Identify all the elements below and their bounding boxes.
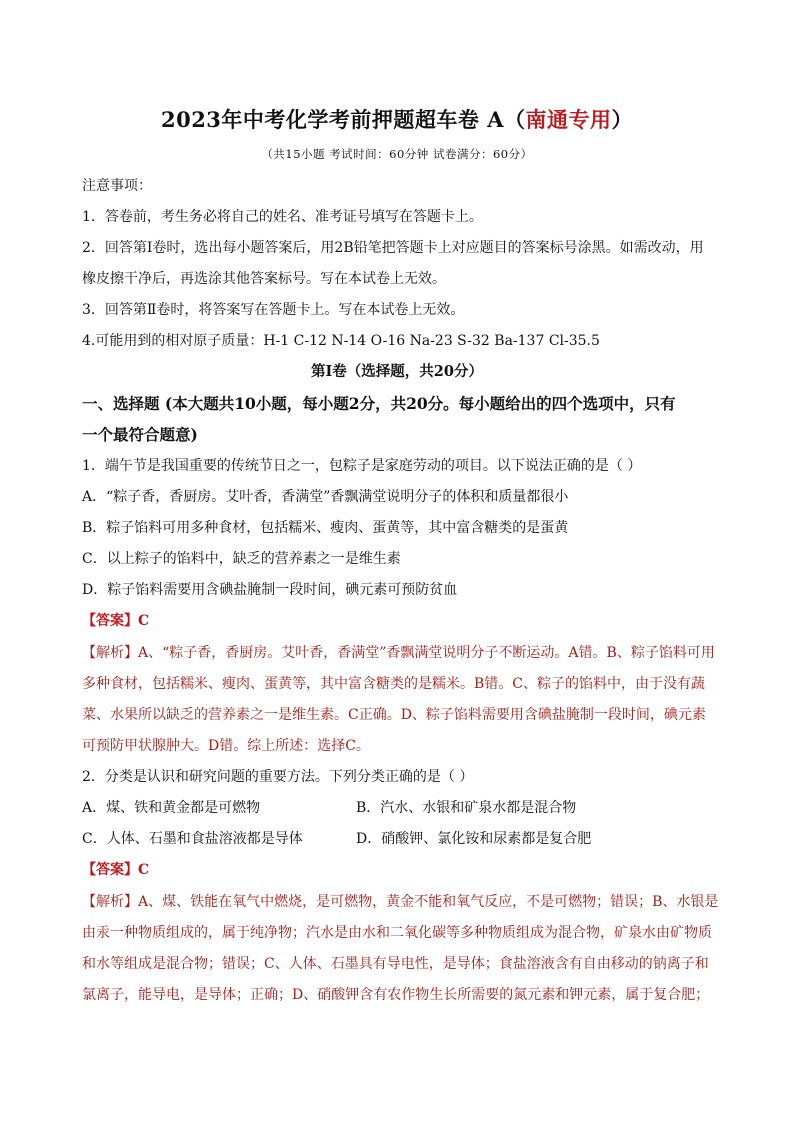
option-b: B．粽子馅料可用多种食材，包括糯米、瘦肉、蛋黄等，其中富含糖类的是蛋黄 xyxy=(82,520,569,536)
exam-info: （共15小题 考试时间：60分钟 试卷满分：60分） xyxy=(261,147,533,161)
answer: 【答案】C xyxy=(82,613,150,629)
title-end: ） xyxy=(611,107,634,132)
note-item: 4.可能用到的相对原子质量：H-1 C-12 N-14 O-16 Na-23 S-32 Ba-137 Cl-35.5 xyxy=(82,333,600,349)
title-region: 南通专用 xyxy=(525,107,612,132)
option-a: A．煤、铁和黄金都是可燃物 xyxy=(82,800,261,816)
page-title xyxy=(0,104,794,134)
analysis-line: 多种食材，包括糯米、瘦肉、蛋黄等，其中富含糖类的是糯米。B错。C、粽子的馅料中，由于没有蔬 xyxy=(82,676,705,692)
option-b: B．汽水、水银和矿泉水都是混合物 xyxy=(356,800,577,816)
option-a: A．“粽子香，香厨房。艾叶香，香满堂”香飘满堂说明分子的体积和质量都很小 xyxy=(82,489,569,505)
analysis-line: 【解析】A、“粽子香，香厨房。艾叶香，香满堂”香飘满堂说明分子不断运动。A错。B、粽子馅料可用 xyxy=(82,645,715,661)
analysis-line: 和水等组成是混合物；错误；C、人体、石墨具有导电性，是导体；食盐溶液含有自由移动的钠离子和 xyxy=(82,956,709,972)
analysis-line: 【解析】A、煤、铁能在氧气中燃烧，是可燃物，黄金不能和氧气反应，不是可燃物；错误；B、水银是 xyxy=(82,894,719,910)
note-item: 2．回答第Ⅰ卷时，选出每小题答案后，用2B铅笔把答题卡上对应题目的答案标号涂黑。如需改动，用 xyxy=(82,240,704,256)
option-c: C．人体、石墨和食盐溶液都是导体 xyxy=(82,831,303,847)
analysis-line: 由汞一种物质组成的，属于纯净物；汽水是由水和二氧化碳等多种物质组成为混合物，矿泉水由矿物质 xyxy=(82,925,712,941)
section-heading: 一、选择题 (本大题共10小题，每小题2分，共20分。每小题给出的四个选项中，只有 xyxy=(82,394,676,413)
answer: 【答案】C xyxy=(82,862,150,878)
analysis-line: 氯离子，能导电，是导体；正确；D、硝酸钾含有农作物生长所需要的氮元素和钾元素，属于复合肥； xyxy=(82,987,710,1003)
title-main: 2023年中考化学考前押题超车卷 A（ xyxy=(160,107,526,132)
question-stem: 1．端午节是我国重要的传统节日之一，包粽子是家庭劳动的项目。以下说法正确的是（ ） xyxy=(82,458,642,474)
option-d: D．粽子馅料需要用含碘盐腌制一段时间，碘元素可预防贫血 xyxy=(82,582,458,598)
section-heading: 一个最符合题意) xyxy=(82,425,198,444)
note-item: 1．答卷前，考生务必将自己的姓名、准考证号填写在答题卡上。 xyxy=(82,209,483,225)
analysis-line: 可预防甲状腺肿大。D错。综上所述：选择C。 xyxy=(82,738,370,754)
analysis-line: 菜、水果所以缺乏的营养素之一是维生素。C正确。D、粽子馅料需要用含碘盐腌制一段时间，碘元素 xyxy=(82,707,706,723)
note-item: 3．回答第Ⅱ卷时，将答案写在答题卡上。写在本试卷上无效。 xyxy=(82,302,465,318)
question-stem: 2．分类是认识和研究问题的重要方法。下列分类正确的是（ ） xyxy=(82,769,474,785)
section-title: 第Ⅰ卷（选择题，共20分） xyxy=(311,363,483,380)
option-d: D．硝酸钾、氯化铵和尿素都是复合肥 xyxy=(356,831,592,847)
option-c: C．以上粽子的馅料中，缺乏的营养素之一是维生素 xyxy=(82,551,401,567)
notes-heading: 注意事项： xyxy=(82,178,152,194)
note-item: 橡皮擦干净后，再选涂其他答案标号。写在本试卷上无效。 xyxy=(82,271,446,287)
